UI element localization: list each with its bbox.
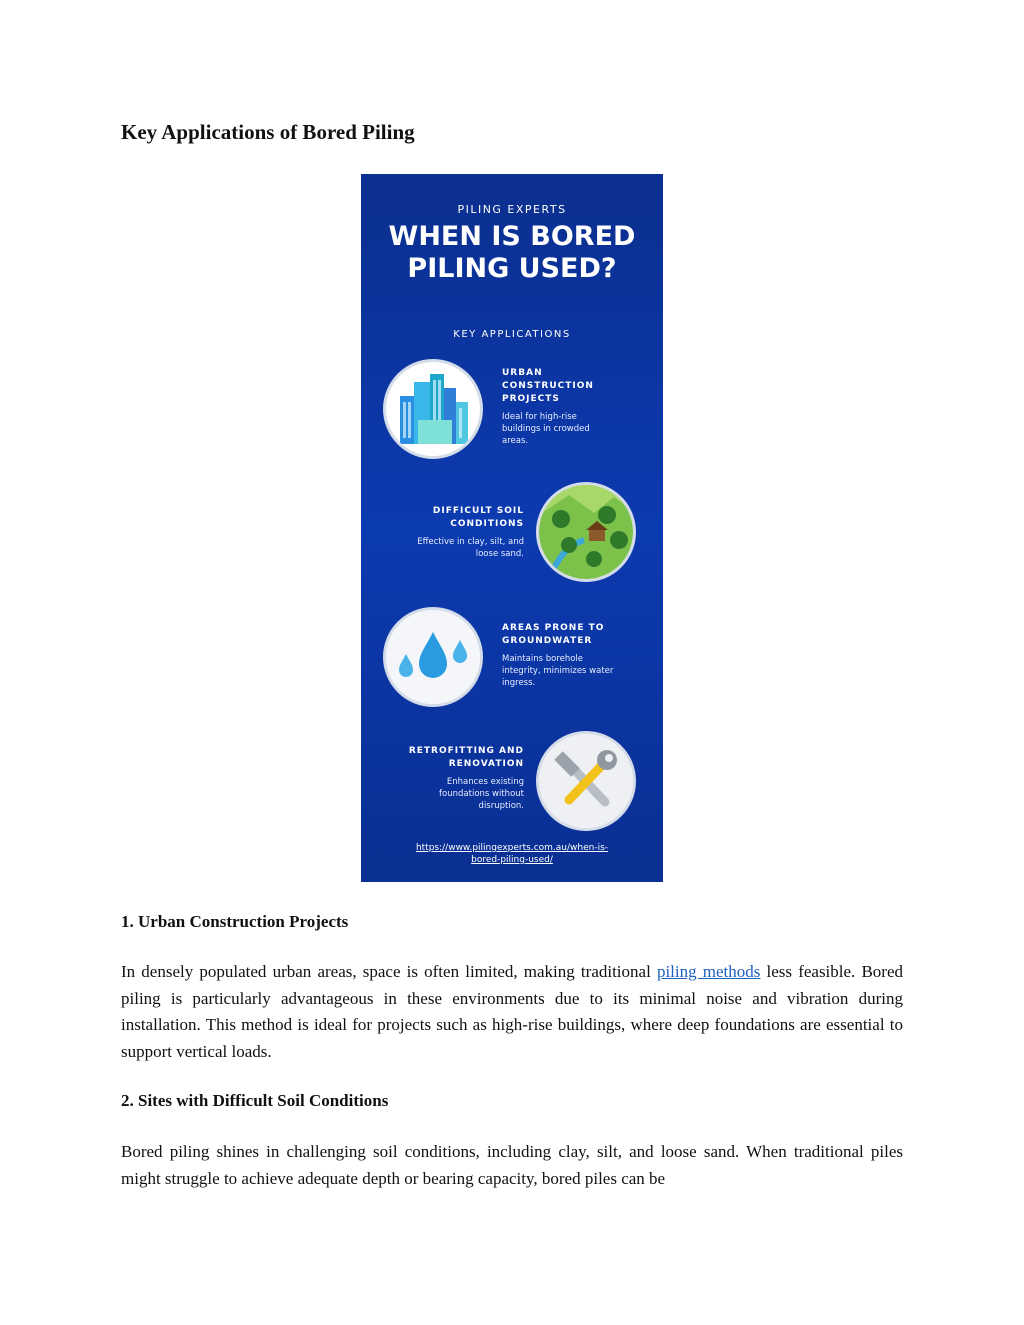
section1-text-continued: less feasible. Bored piling is particularly advantageous in these environments due to its minimal noise and vibration during installation. This method is ideal for projects such as high-rise buildings, where deep foundations are essential to support vertical loads. xyxy=(121,962,903,1061)
piling-methods-link[interactable]: piling methods xyxy=(656,962,761,981)
item-description: Enhances existing foundations without disruption. xyxy=(439,777,524,811)
landscape-icon xyxy=(536,482,636,582)
infographic-headline: WHEN IS BORED PILING USED? xyxy=(388,221,636,284)
item-title: AREAS PRONE TO GROUNDWATER xyxy=(502,623,605,646)
page-title: Key Applications of Bored Piling xyxy=(121,120,415,144)
infographic-image xyxy=(361,174,663,882)
hammer-wrench-icon xyxy=(536,731,636,831)
city-buildings-icon xyxy=(383,359,483,459)
infographic-subtitle: KEY APPLICATIONS xyxy=(453,329,571,340)
infographic-url: https://www.pilingexperts.com.au/when-is- bored-piling-used/ xyxy=(415,843,609,865)
water-drops-icon xyxy=(383,607,483,707)
item-description: Maintains borehole integrity, minimizes water ingress. xyxy=(502,654,614,688)
item-title: URBAN CONSTRUCTION PROJECTS xyxy=(502,368,594,404)
item-urban-construction xyxy=(502,367,652,447)
item-title: DIFFICULT SOIL CONDITIONS xyxy=(432,506,524,529)
section2-heading: 2. Sites with Difficult Soil Conditions xyxy=(121,1091,389,1110)
section1-paragraph xyxy=(121,959,903,1065)
item-description: Ideal for high-rise buildings in crowded areas. xyxy=(502,412,590,446)
item-description: Effective in clay, silt, and loose sand. xyxy=(417,537,524,559)
section1-heading: 1. Urban Construction Projects xyxy=(121,912,349,931)
item-retrofitting xyxy=(381,745,524,812)
infographic-kicker: PILING EXPERTS xyxy=(457,203,567,216)
item-title: RETROFITTING AND RENOVATION xyxy=(408,746,524,769)
item-groundwater xyxy=(502,622,652,689)
section2-paragraph: Bored piling shines in challenging soil conditions, including clay, silt, and loose sand. When traditional piles might struggle to achieve adequate depth or bearing capacity, bored piles can be xyxy=(121,1142,903,1188)
section1-text: In densely populated urban areas, space is often limited, making traditional xyxy=(121,962,657,981)
item-difficult-soil xyxy=(381,505,524,560)
